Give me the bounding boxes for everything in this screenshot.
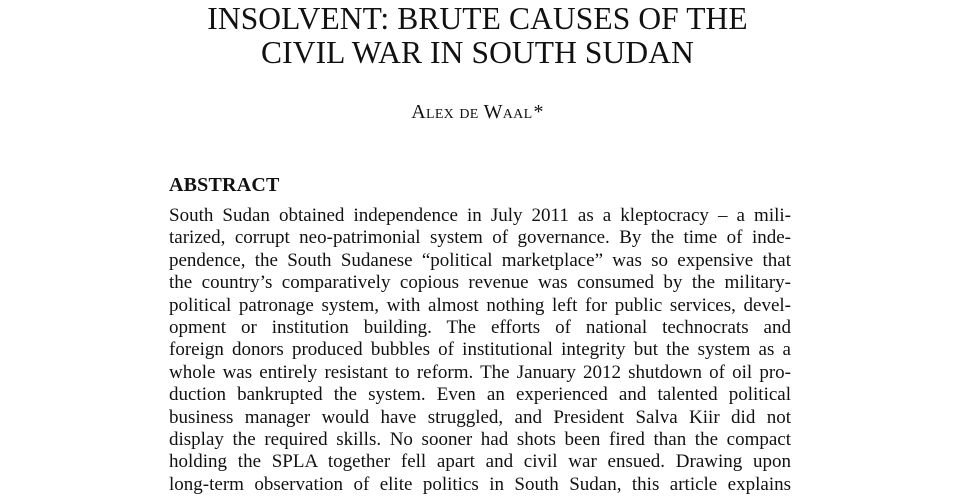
title-line-2: CIVIL WAR IN SOUTH SUDAN <box>261 35 694 70</box>
abstract-line: pendence, the South Sudanese “political marketplace” was so expensive that <box>169 249 791 271</box>
abstract-heading: ABSTRACT <box>169 174 280 196</box>
abstract-line: holding the SPLA together fell apart and civil war ensued. Drawing upon <box>169 451 791 473</box>
abstract-line: South Sudan obtained independence in July 2011 as a kleptocracy – a mili- <box>169 205 791 226</box>
abstract-line: display the required skills. No sooner had shots been fired than the compact <box>169 428 791 450</box>
title-line-1: INSOLVENT: BRUTE CAUSES OF THE <box>207 1 748 36</box>
abstract-line: the country’s comparatively copious revenue was consumed by the military- <box>169 272 791 294</box>
author-line <box>0 101 955 124</box>
abstract-line: opment or institution building. The efforts of national technocrats and <box>169 316 791 338</box>
author-footnote-mark: * <box>533 101 544 123</box>
paper-title <box>0 2 955 70</box>
abstract-line: whole was entirely resistant to reform. The January 2012 shutdown of oil pro- <box>169 361 791 383</box>
abstract-line: long-term observation of elite politics in South Sudan, this article explains <box>169 473 791 495</box>
abstract-line: tarized, corrupt neo-patrimonial system of governance. By the time of inde- <box>169 227 791 249</box>
abstract-line: duction bankrupted the system. Even an experienced and talented political <box>169 384 791 406</box>
abstract-body <box>169 205 791 496</box>
abstract-line: business manager would have struggled, and President Salva Kiir did not <box>169 406 791 428</box>
abstract-line: foreign donors produced bubbles of institutional integrity but the system as a <box>169 339 791 361</box>
abstract-line: political patronage system, with almost nothing left for public services, devel- <box>169 294 791 316</box>
author-name: Alex de Waal <box>411 101 533 123</box>
